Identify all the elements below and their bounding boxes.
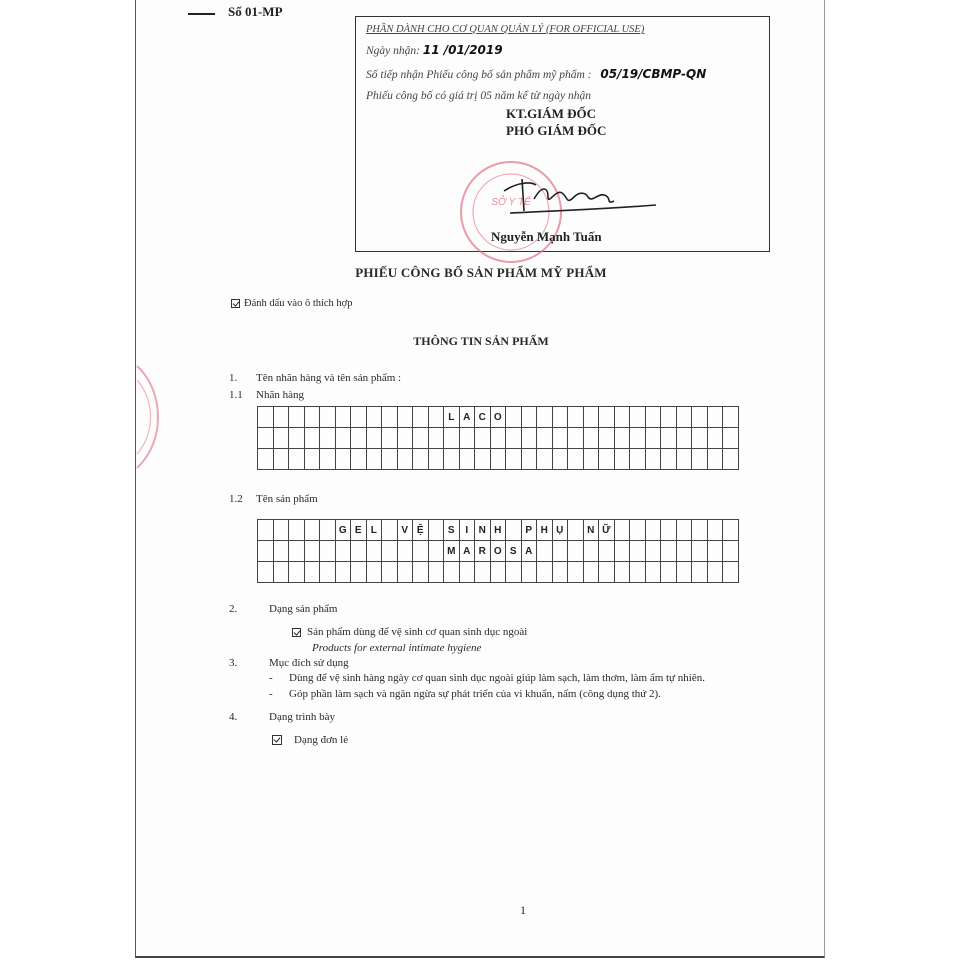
item2-option-text: Sản phẩm dùng để vệ sinh cơ quan sinh dục ngoài xyxy=(307,626,528,638)
brand-grid-cell xyxy=(490,449,506,470)
product-grid-cell xyxy=(506,562,522,583)
product-grid-cell: S xyxy=(444,520,460,541)
item1-2-number: 1.2 xyxy=(229,493,243,505)
brand-grid-cell xyxy=(614,449,630,470)
brand-grid-cell xyxy=(568,428,584,449)
brand-grid-cell xyxy=(475,428,491,449)
product-grid-cell xyxy=(723,541,739,562)
item1-number: 1. xyxy=(229,372,238,384)
brand-grid-cell xyxy=(707,428,723,449)
signature-icon xyxy=(496,167,666,227)
brand-grid-cell xyxy=(258,449,274,470)
brand-grid-cell xyxy=(382,407,398,428)
product-grid-cell xyxy=(304,520,320,541)
product-grid-cell: Ệ xyxy=(413,520,429,541)
product-grid-cell xyxy=(583,541,599,562)
product-grid-cell xyxy=(351,562,367,583)
product-grid-cell xyxy=(692,520,708,541)
product-grid-cell: H xyxy=(490,520,506,541)
form-number-rule xyxy=(188,13,215,15)
product-grid-cell: M xyxy=(444,541,460,562)
brand-grid-cell: O xyxy=(490,407,506,428)
brand-grid-cell xyxy=(273,428,289,449)
brand-grid-cell xyxy=(320,428,336,449)
brand-grid-cell xyxy=(630,428,646,449)
brand-grid-cell xyxy=(397,428,413,449)
brand-grid-cell xyxy=(692,428,708,449)
brand-grid-cell xyxy=(289,428,305,449)
product-grid-cell xyxy=(428,541,444,562)
brand-grid-cell xyxy=(413,428,429,449)
item1-1-label: Nhãn hàng xyxy=(256,389,304,401)
product-grid-cell xyxy=(304,562,320,583)
page-number: 1 xyxy=(520,903,526,917)
sign-title-line1: KT.GIÁM ĐỐC xyxy=(506,106,597,121)
brand-grid-cell xyxy=(428,428,444,449)
item3-bullet-2: - xyxy=(269,688,273,700)
brand-grid-cell xyxy=(459,449,475,470)
product-grid-cell xyxy=(707,520,723,541)
brand-grid-cell xyxy=(382,449,398,470)
product-grid-cell xyxy=(676,520,692,541)
product-grid-cell xyxy=(366,562,382,583)
checkbox-checked-icon xyxy=(292,628,301,637)
product-grid-cell xyxy=(506,520,522,541)
product-grid-cell xyxy=(661,541,677,562)
mark-note xyxy=(231,298,353,309)
brand-grid-cell xyxy=(692,407,708,428)
brand-grid-cell xyxy=(335,407,351,428)
product-grid-cell: A xyxy=(459,541,475,562)
brand-grid-cell xyxy=(614,407,630,428)
brand-grid-cell xyxy=(661,428,677,449)
product-grid-cell: E xyxy=(351,520,367,541)
product-grid-cell xyxy=(273,520,289,541)
brand-grid-cell xyxy=(568,449,584,470)
item2-label: Dạng sản phẩm xyxy=(269,603,338,615)
product-grid-cell xyxy=(537,541,553,562)
product-grid-cell xyxy=(382,520,398,541)
brand-grid-cell xyxy=(289,407,305,428)
brand-grid-cell xyxy=(552,449,568,470)
product-grid-cell xyxy=(676,562,692,583)
product-name-grid xyxy=(257,519,739,583)
brand-grid-cell xyxy=(304,449,320,470)
item3-bullet-1: - xyxy=(269,672,273,684)
brand-grid-cell xyxy=(568,407,584,428)
product-grid-cell xyxy=(413,541,429,562)
item3-bullet-2-text: Góp phần làm sạch và ngăn ngừa sự phát triển của vi khuẩn, nấm (công dụng thứ 2). xyxy=(289,688,661,700)
brand-grid-cell xyxy=(537,407,553,428)
product-grid-cell xyxy=(630,541,646,562)
item3-label: Mục đích sử dụng xyxy=(269,657,349,669)
validity-note: Phiếu công bố có giá trị 05 năm kể từ ngày nhận xyxy=(366,90,592,102)
brand-grid-cell xyxy=(707,407,723,428)
product-grid-cell xyxy=(397,541,413,562)
product-grid-cell xyxy=(366,541,382,562)
product-grid-cell xyxy=(614,520,630,541)
brand-grid-cell xyxy=(692,449,708,470)
product-grid-cell xyxy=(258,562,274,583)
brand-grid-cell xyxy=(552,428,568,449)
brand-grid-cell: C xyxy=(475,407,491,428)
brand-grid-cell xyxy=(521,449,537,470)
item3-bullet-1-text: Dùng để vệ sinh hàng ngày cơ quan sinh dục ngoài giúp làm sạch, làm thơm, làm ẩm tự nhiên. xyxy=(289,672,705,684)
product-grid-cell xyxy=(258,520,274,541)
brand-grid-cell xyxy=(599,428,615,449)
product-grid-cell xyxy=(645,520,661,541)
brand-grid-cell xyxy=(506,407,522,428)
receipt-number-row xyxy=(366,67,706,81)
brand-grid-cell xyxy=(521,428,537,449)
item4-option-text: Dạng đơn lẻ xyxy=(294,734,349,746)
product-grid-cell xyxy=(521,562,537,583)
brand-grid-cell xyxy=(366,407,382,428)
mark-note-text: Đánh dấu vào ô thích hợp xyxy=(244,298,353,309)
product-grid-cell xyxy=(692,562,708,583)
product-grid-cell: N xyxy=(475,520,491,541)
product-grid-cell: L xyxy=(366,520,382,541)
product-grid-cell xyxy=(583,562,599,583)
product-grid-cell xyxy=(351,541,367,562)
brand-grid-cell xyxy=(645,428,661,449)
product-grid-cell xyxy=(335,562,351,583)
checkbox-checked-icon xyxy=(231,299,240,308)
brand-grid-row xyxy=(258,449,739,470)
brand-grid-cell xyxy=(723,449,739,470)
product-grid-cell: S xyxy=(506,541,522,562)
brand-grid-cell xyxy=(707,449,723,470)
product-grid-cell xyxy=(304,541,320,562)
product-grid-cell xyxy=(320,562,336,583)
brand-grid-cell xyxy=(599,449,615,470)
product-grid-cell xyxy=(707,541,723,562)
product-grid-cell xyxy=(552,541,568,562)
checkbox-checked-icon xyxy=(272,735,282,745)
brand-grid-cell xyxy=(614,428,630,449)
product-grid-cell xyxy=(599,541,615,562)
item1-label: Tên nhãn hàng và tên sản phẩm : xyxy=(256,372,402,384)
brand-grid-cell xyxy=(320,449,336,470)
product-grid-cell xyxy=(707,562,723,583)
brand-grid-cell xyxy=(351,407,367,428)
product-grid-cell xyxy=(568,541,584,562)
brand-grid-cell xyxy=(413,449,429,470)
product-grid-cell xyxy=(630,562,646,583)
product-grid-cell xyxy=(459,562,475,583)
product-grid-cell: V xyxy=(397,520,413,541)
product-grid-cell: O xyxy=(490,541,506,562)
product-grid-cell xyxy=(444,562,460,583)
brand-grid-cell xyxy=(630,449,646,470)
brand-grid-cell: L xyxy=(444,407,460,428)
brand-grid-cell xyxy=(645,407,661,428)
brand-grid-cell xyxy=(258,407,274,428)
receipt-number-value: 05/19/CBMP-QN xyxy=(600,67,707,81)
brand-grid-cell xyxy=(506,428,522,449)
brand-grid-cell xyxy=(428,407,444,428)
product-grid-cell xyxy=(428,520,444,541)
brand-grid-cell xyxy=(289,449,305,470)
item4-label: Dạng trình bày xyxy=(269,711,335,723)
brand-grid-cell xyxy=(304,407,320,428)
product-grid-cell xyxy=(599,562,615,583)
product-grid-row xyxy=(258,520,739,541)
brand-grid-cell xyxy=(397,449,413,470)
product-grid-cell xyxy=(537,562,553,583)
product-grid-cell xyxy=(428,562,444,583)
brand-grid-cell xyxy=(630,407,646,428)
brand-grid-cell xyxy=(351,449,367,470)
official-use-box xyxy=(355,16,770,252)
brand-grid-cell xyxy=(335,428,351,449)
brand-grid-cell xyxy=(583,407,599,428)
item1-2-label: Tên sản phẩm xyxy=(256,493,318,505)
brand-grid-cell xyxy=(661,407,677,428)
product-grid-cell xyxy=(320,520,336,541)
sign-title-line2: PHÓ GIÁM ĐỐC xyxy=(506,123,607,138)
brand-grid-cell xyxy=(351,428,367,449)
item4-number: 4. xyxy=(229,711,238,723)
brand-grid-cell xyxy=(645,449,661,470)
product-grid-cell xyxy=(289,562,305,583)
official-use-header: PHẦN DÀNH CHO CƠ QUAN QUẢN LÝ (FOR OFFICIAL USE) xyxy=(366,24,645,35)
brand-grid-cell xyxy=(599,407,615,428)
brand-grid-cell xyxy=(444,428,460,449)
brand-grid-cell xyxy=(661,449,677,470)
brand-grid-cell xyxy=(475,449,491,470)
brand-grid-row xyxy=(258,428,739,449)
brand-grid-cell xyxy=(459,428,475,449)
product-grid-cell xyxy=(289,520,305,541)
brand-grid-cell xyxy=(335,449,351,470)
document-page xyxy=(135,0,825,958)
product-grid-cell: Ụ xyxy=(552,520,568,541)
receipt-number-label: Số tiếp nhận Phiếu công bố sản phẩm mỹ phẩm : xyxy=(366,69,592,81)
signer-name: Nguyễn Mạnh Tuấn xyxy=(491,229,602,244)
product-grid-cell xyxy=(413,562,429,583)
product-grid-cell xyxy=(692,541,708,562)
received-date-value: 11 /01/2019 xyxy=(422,43,503,57)
brand-name-grid xyxy=(257,406,739,470)
brand-grid-cell xyxy=(490,428,506,449)
brand-grid-cell xyxy=(366,449,382,470)
brand-grid-cell xyxy=(304,428,320,449)
product-grid-cell xyxy=(552,562,568,583)
product-grid-row xyxy=(258,541,739,562)
product-grid-cell: N xyxy=(583,520,599,541)
product-grid-cell xyxy=(645,541,661,562)
brand-grid-cell xyxy=(397,407,413,428)
product-grid-cell xyxy=(382,541,398,562)
brand-grid-cell xyxy=(506,449,522,470)
brand-grid-cell xyxy=(521,407,537,428)
product-grid-cell xyxy=(630,520,646,541)
brand-grid-cell xyxy=(583,449,599,470)
product-grid-cell xyxy=(645,562,661,583)
product-grid-cell xyxy=(568,562,584,583)
product-grid-cell xyxy=(661,562,677,583)
brand-grid-cell xyxy=(444,449,460,470)
brand-grid-cell xyxy=(676,428,692,449)
product-grid-cell: P xyxy=(521,520,537,541)
brand-grid-cell xyxy=(723,428,739,449)
product-grid-cell: A xyxy=(521,541,537,562)
item2-option-english: Products for external intimate hygiene xyxy=(312,642,482,654)
brand-grid-row xyxy=(258,407,739,428)
product-grid-cell xyxy=(320,541,336,562)
product-grid-cell xyxy=(289,541,305,562)
product-grid-cell: I xyxy=(459,520,475,541)
brand-grid-cell xyxy=(723,407,739,428)
received-date-row xyxy=(366,43,503,57)
product-grid-cell xyxy=(397,562,413,583)
product-grid-cell xyxy=(335,541,351,562)
brand-grid-cell xyxy=(366,428,382,449)
brand-grid-cell xyxy=(273,407,289,428)
brand-grid-cell xyxy=(583,428,599,449)
brand-grid-cell xyxy=(537,449,553,470)
product-grid-cell: Ữ xyxy=(599,520,615,541)
brand-grid-cell xyxy=(552,407,568,428)
item1-1-number: 1.1 xyxy=(229,389,243,401)
section-title: THÔNG TIN SẢN PHẨM xyxy=(413,334,549,348)
product-grid-cell xyxy=(273,541,289,562)
brand-grid-cell xyxy=(413,407,429,428)
form-number: Số 01-MP xyxy=(228,4,283,19)
received-date-label: Ngày nhận: xyxy=(366,45,420,57)
product-grid-cell xyxy=(475,562,491,583)
item2-option xyxy=(292,626,527,638)
brand-grid-cell xyxy=(258,428,274,449)
seal-text: SỞ Y TẾ xyxy=(491,197,531,208)
product-grid-cell xyxy=(614,541,630,562)
product-grid-cell xyxy=(382,562,398,583)
product-grid-cell xyxy=(723,562,739,583)
product-grid-cell xyxy=(676,541,692,562)
brand-grid-cell xyxy=(676,407,692,428)
brand-grid-cell xyxy=(428,449,444,470)
product-grid-cell xyxy=(258,541,274,562)
product-grid-cell: R xyxy=(475,541,491,562)
brand-grid-cell xyxy=(273,449,289,470)
brand-grid-cell xyxy=(676,449,692,470)
brand-grid-cell xyxy=(382,428,398,449)
item2-number: 2. xyxy=(229,603,238,615)
product-grid-cell xyxy=(273,562,289,583)
brand-grid-cell xyxy=(320,407,336,428)
item3-number: 3. xyxy=(229,657,238,669)
product-grid-cell xyxy=(568,520,584,541)
product-grid-cell xyxy=(661,520,677,541)
brand-grid-cell xyxy=(537,428,553,449)
product-grid-cell: G xyxy=(335,520,351,541)
product-grid-cell xyxy=(614,562,630,583)
margin-seal-icon xyxy=(135,362,161,472)
brand-grid-cell: A xyxy=(459,407,475,428)
document-title: PHIẾU CÔNG BỐ SẢN PHẨM MỸ PHẨM xyxy=(355,265,607,280)
product-grid-cell: H xyxy=(537,520,553,541)
product-grid-cell xyxy=(723,520,739,541)
product-grid-row xyxy=(258,562,739,583)
item4-option xyxy=(272,734,348,746)
product-grid-cell xyxy=(490,562,506,583)
